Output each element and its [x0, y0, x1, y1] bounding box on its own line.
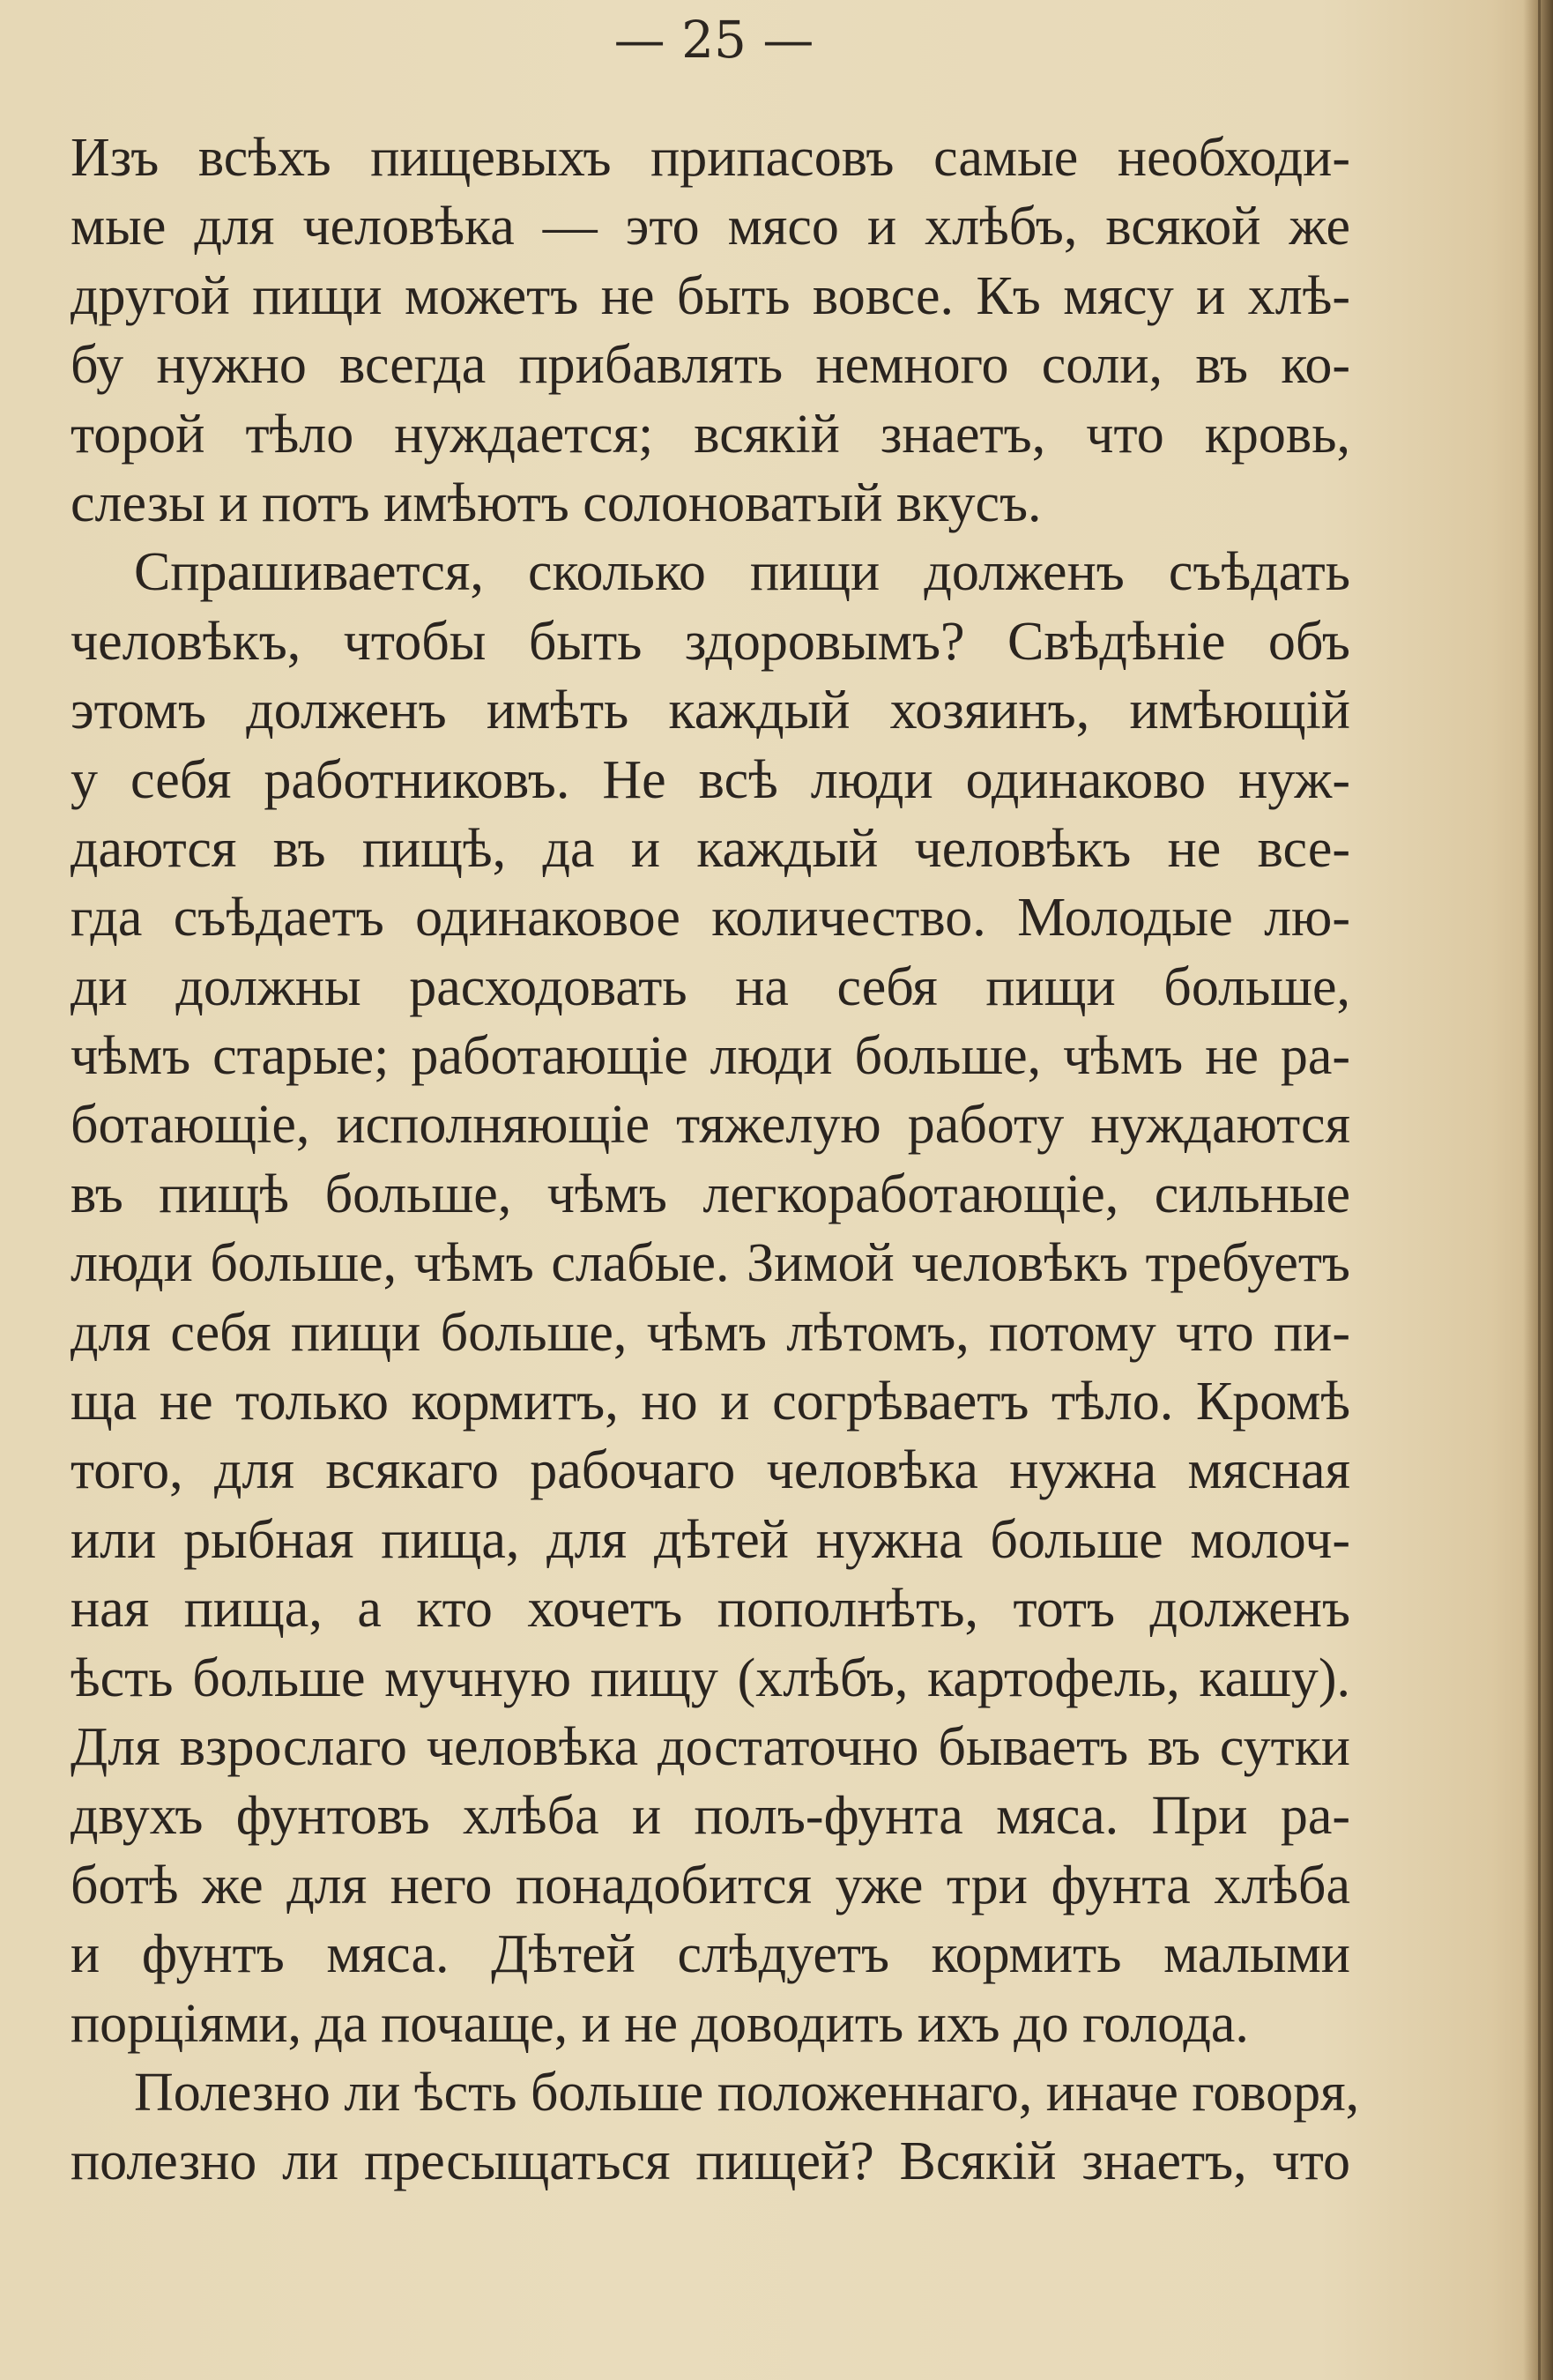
text-line: этомъ долженъ имѣть каждый хозяинъ, имѣющій — [71, 681, 1350, 741]
text-line: того, для всякаго рабочаго человѣка нужна мясная — [71, 1440, 1350, 1501]
text-line: торой тѣло нуждается; всякій знаетъ, что кровь, — [71, 404, 1350, 465]
body-text — [71, 123, 1360, 2197]
text-line: человѣкъ, чтобы быть здоровымъ? Свѣдѣніе объ — [71, 611, 1350, 672]
text-line: въ пищѣ больше, чѣмъ легкоработающіе, сильные — [71, 1164, 1350, 1224]
page-number: — 25 — — [613, 10, 814, 70]
text-line: Изъ всѣхъ пищевыхъ припасовъ самые необходи- — [71, 128, 1350, 188]
text-line: даются въ пищѣ, да и каждый человѣкъ не все- — [71, 818, 1350, 879]
page-edge-line — [1538, 0, 1541, 2380]
text-line: ботающіе, исполняющіе тяжелую работу нуждаются — [71, 1095, 1350, 1156]
text-line: Для взрослаго человѣка достаточно бываетъ въ сутки — [71, 1716, 1350, 1777]
text-line: или рыбная пища, для дѣтей нужна больше молоч- — [71, 1509, 1350, 1570]
text-line: слезы и потъ имѣютъ солоноватый вкусъ. — [71, 472, 1042, 533]
text-line: Спрашивается, сколько пищи долженъ съѣдать — [134, 542, 1350, 603]
text-line: мые для человѣка — это мясо и хлѣбъ, всякой же — [71, 197, 1350, 257]
text-line: ная пища, а кто хочетъ пополнѣть, тотъ долженъ — [71, 1579, 1350, 1640]
text-line: ѣсть больше мучную пищу (хлѣбъ, картофель, кашу). — [71, 1647, 1350, 1708]
text-line: и фунтъ мяса. Дѣтей слѣдуетъ кормить малыми — [71, 1924, 1350, 1985]
text-line: ща не только кормитъ, но и согрѣваетъ тѣло. Кромѣ — [71, 1372, 1350, 1432]
text-line: полезно ли пресыщаться пищей? Всякій знаетъ, что — [71, 2131, 1350, 2192]
text-line: люди больше, чѣмъ слабые. Зимой человѣкъ требуетъ — [71, 1233, 1350, 1294]
text-line: гда съѣдаетъ одинаковое количество. Молодые лю- — [71, 888, 1350, 948]
text-line: бу нужно всегда прибавлять немного соли, въ ко- — [71, 335, 1350, 396]
text-line: ботѣ же для него понадобится уже три фунта хлѣба — [71, 1855, 1350, 1915]
text-line: Полезно ли ѣсть больше положеннаго, иначе говоря, — [134, 2062, 1360, 2123]
text-line: чѣмъ старые; работающіе люди больше, чѣмъ не ра- — [71, 1026, 1350, 1087]
text-line: для себя пищи больше, чѣмъ лѣтомъ, потому что пи- — [71, 1302, 1350, 1363]
text-line: у себя работниковъ. Не всѣ люди одинаково нуж- — [71, 749, 1350, 810]
text-line: другой пищи можетъ не быть вовсе. Къ мясу и хлѣ- — [71, 265, 1350, 326]
text-line: ди должны расходовать на себя пищи больше, — [71, 956, 1350, 1017]
text-line: двухъ фунтовъ хлѣба и полъ-фунта мяса. При ра- — [71, 1786, 1350, 1847]
text-line: порціями, да почаще, и не доводить ихъ до голода. — [71, 1993, 1249, 2054]
